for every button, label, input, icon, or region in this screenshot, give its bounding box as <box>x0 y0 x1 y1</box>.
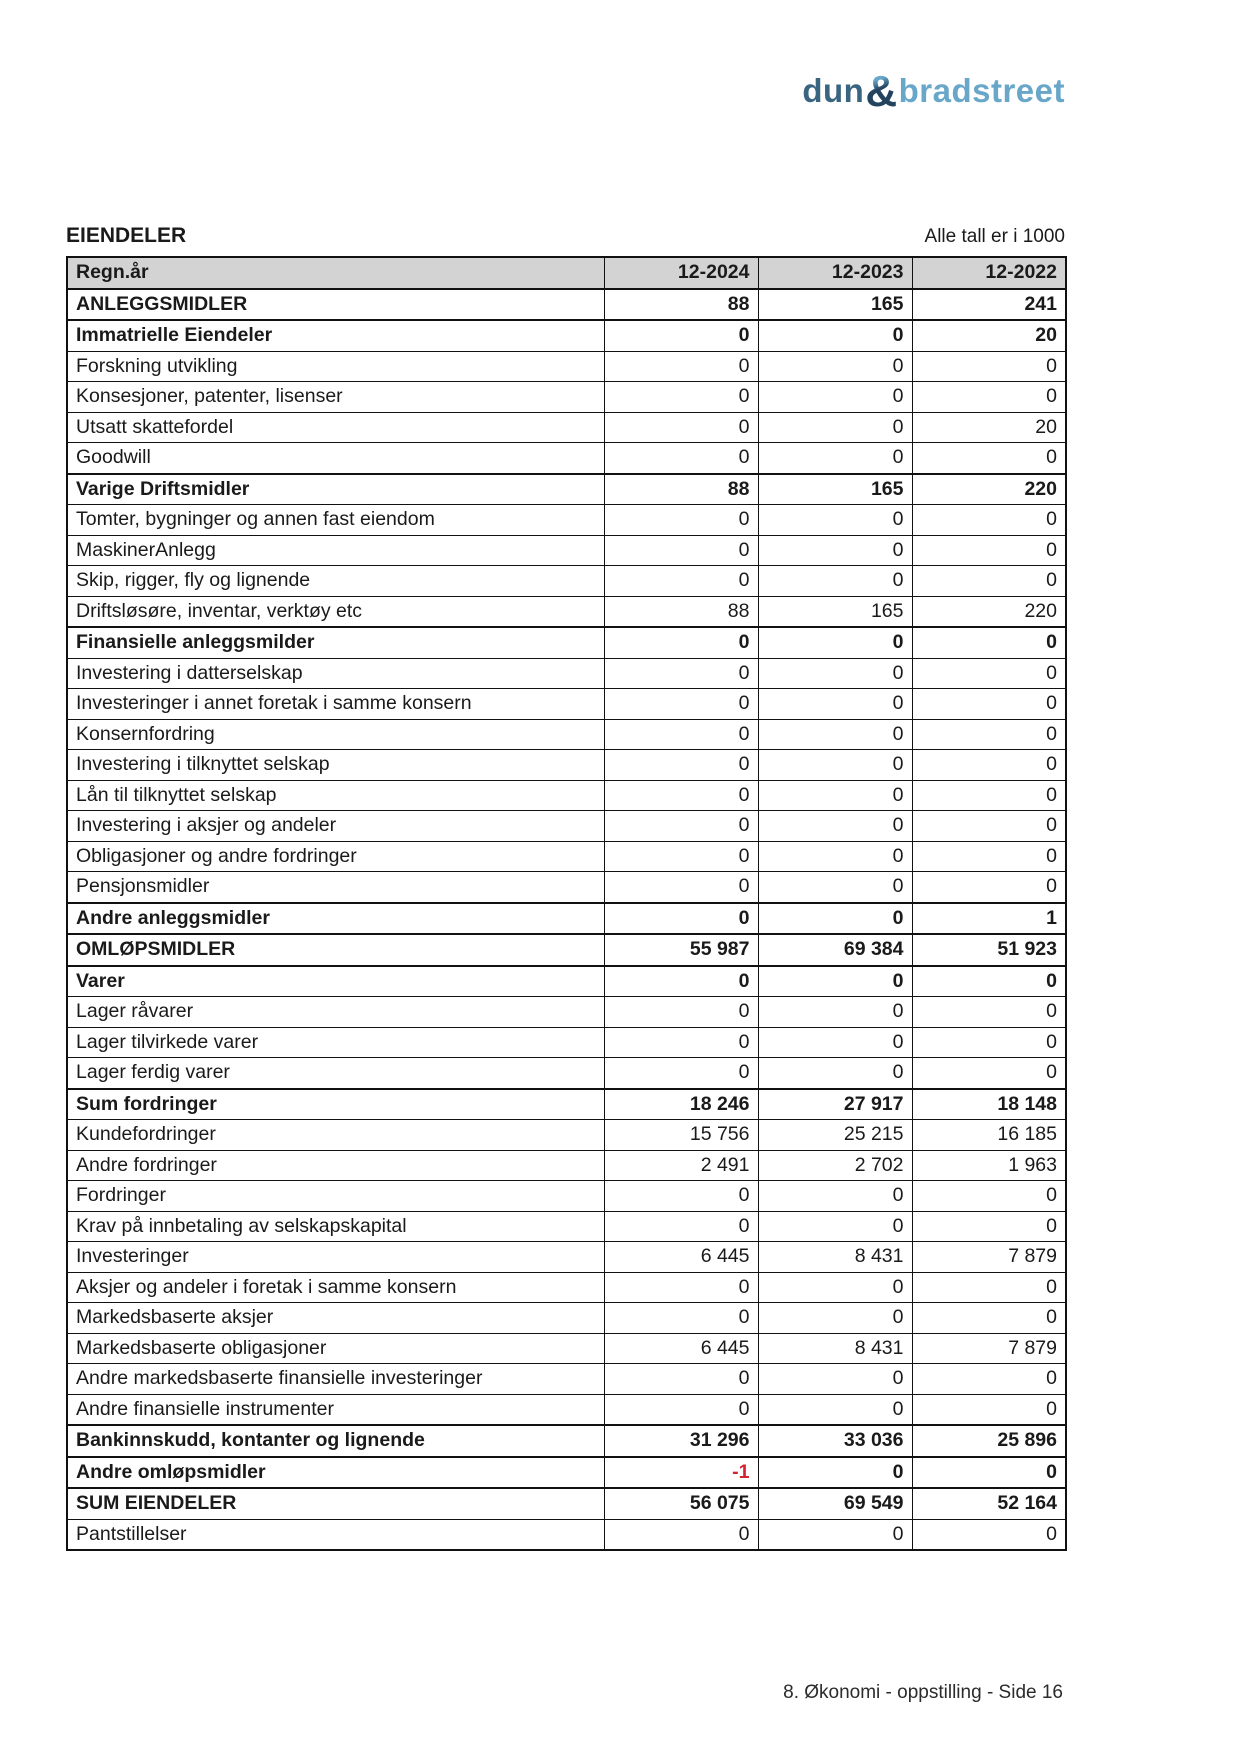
table-row <box>67 872 1066 903</box>
table-row <box>67 1457 1066 1489</box>
row-value: 0 <box>604 1364 758 1395</box>
row-value: 0 <box>912 1303 1066 1334</box>
row-value: 0 <box>604 535 758 566</box>
row-value: 1 963 <box>912 1150 1066 1181</box>
table-body <box>67 289 1066 1551</box>
row-label: Markedsbaserte aksjer <box>67 1303 604 1334</box>
row-value: 0 <box>758 841 912 872</box>
row-value: 0 <box>912 966 1066 997</box>
row-label: Pantstillelser <box>67 1519 604 1550</box>
row-value: 0 <box>912 658 1066 689</box>
row-value: 0 <box>758 443 912 474</box>
row-value: 0 <box>912 780 1066 811</box>
row-value: 0 <box>758 627 912 658</box>
row-label: Aksjer og andeler i foretak i samme konsern <box>67 1272 604 1303</box>
table-row <box>67 1272 1066 1303</box>
row-value: 0 <box>912 872 1066 903</box>
row-label: Krav på innbetaling av selskapskapital <box>67 1211 604 1242</box>
row-value: 0 <box>758 1457 912 1489</box>
row-label: ANLEGGSMIDLER <box>67 289 604 321</box>
table-row <box>67 1425 1066 1457</box>
row-value: 241 <box>912 289 1066 321</box>
row-value: 0 <box>604 382 758 413</box>
row-value: 0 <box>912 1272 1066 1303</box>
table-row <box>67 903 1066 935</box>
row-value: 0 <box>912 1027 1066 1058</box>
table-row <box>67 1089 1066 1120</box>
table-row <box>67 443 1066 474</box>
table-row <box>67 1120 1066 1151</box>
row-value: 0 <box>604 1027 758 1058</box>
row-label: Kundefordringer <box>67 1120 604 1151</box>
row-label: Investering i aksjer og andeler <box>67 811 604 842</box>
row-value: 0 <box>758 535 912 566</box>
row-value: 0 <box>604 627 758 658</box>
row-value: 0 <box>604 719 758 750</box>
row-label: Konsernfordring <box>67 719 604 750</box>
row-value: 0 <box>758 320 912 351</box>
table-row <box>67 1150 1066 1181</box>
row-value: 0 <box>912 997 1066 1028</box>
table-row <box>67 658 1066 689</box>
table-row <box>67 627 1066 658</box>
table-row <box>67 1058 1066 1089</box>
row-value: 0 <box>758 1211 912 1242</box>
table-row <box>67 505 1066 536</box>
row-label: MaskinerAnlegg <box>67 535 604 566</box>
row-value: 0 <box>912 1181 1066 1212</box>
row-value: 0 <box>912 566 1066 597</box>
row-label: Andre markedsbaserte finansielle investeringer <box>67 1364 604 1395</box>
row-value: 0 <box>604 412 758 443</box>
row-value: 0 <box>758 719 912 750</box>
row-value: 7 879 <box>912 1242 1066 1273</box>
table-row <box>67 1027 1066 1058</box>
table-row <box>67 689 1066 720</box>
row-value: 0 <box>604 566 758 597</box>
row-label: Investering i datterselskap <box>67 658 604 689</box>
row-value: 88 <box>604 289 758 321</box>
row-value: 0 <box>912 505 1066 536</box>
table-row <box>67 841 1066 872</box>
row-value: 0 <box>912 1457 1066 1489</box>
row-label: SUM EIENDELER <box>67 1488 604 1519</box>
row-label: Bankinnskudd, kontanter og lignende <box>67 1425 604 1457</box>
row-value: 0 <box>912 443 1066 474</box>
row-value: 25 896 <box>912 1425 1066 1457</box>
row-value: 0 <box>912 535 1066 566</box>
row-value: 0 <box>758 1272 912 1303</box>
row-label: Sum fordringer <box>67 1089 604 1120</box>
dun-bradstreet-logo <box>802 67 1065 116</box>
row-value: 6 445 <box>604 1242 758 1273</box>
row-value: 165 <box>758 474 912 505</box>
row-value: 220 <box>912 596 1066 627</box>
table-wrap <box>66 256 1065 1551</box>
row-value: 2 491 <box>604 1150 758 1181</box>
row-value: 18 246 <box>604 1089 758 1120</box>
row-value: 16 185 <box>912 1120 1066 1151</box>
row-value: 0 <box>758 903 912 935</box>
row-value: 0 <box>758 780 912 811</box>
row-label: Andre fordringer <box>67 1150 604 1181</box>
row-label: Konsesjoner, patenter, lisenser <box>67 382 604 413</box>
row-value: 0 <box>604 811 758 842</box>
row-label: Skip, rigger, fly og lignende <box>67 566 604 597</box>
table-row <box>67 566 1066 597</box>
logo-ampersand-icon: & <box>865 67 898 116</box>
row-value: 0 <box>604 903 758 935</box>
row-label: Pensjonsmidler <box>67 872 604 903</box>
row-value: 69 384 <box>758 934 912 966</box>
row-label: Forskning utvikling <box>67 351 604 382</box>
row-label: Investeringer <box>67 1242 604 1273</box>
row-value: 0 <box>758 1058 912 1089</box>
row-label: Varer <box>67 966 604 997</box>
table-row <box>67 997 1066 1028</box>
table-row <box>67 535 1066 566</box>
table-row <box>67 289 1066 321</box>
row-value: 0 <box>758 1394 912 1425</box>
col-header-regnar: Regn.år <box>67 257 604 289</box>
table-row <box>67 1242 1066 1273</box>
row-value: 0 <box>758 658 912 689</box>
row-value: 88 <box>604 596 758 627</box>
row-value: 0 <box>758 505 912 536</box>
row-value: 0 <box>758 872 912 903</box>
row-label: Investering i tilknyttet selskap <box>67 750 604 781</box>
table-row <box>67 382 1066 413</box>
row-value: 51 923 <box>912 934 1066 966</box>
table-row <box>67 1394 1066 1425</box>
row-value: 0 <box>604 1519 758 1550</box>
row-value: 88 <box>604 474 758 505</box>
row-value: 0 <box>758 1181 912 1212</box>
row-value: 165 <box>758 596 912 627</box>
table-row <box>67 412 1066 443</box>
row-value: 220 <box>912 474 1066 505</box>
row-value: 7 879 <box>912 1333 1066 1364</box>
row-label: Markedsbaserte obligasjoner <box>67 1333 604 1364</box>
row-value: 0 <box>758 382 912 413</box>
row-label: Utsatt skattefordel <box>67 412 604 443</box>
row-label: Driftsløsøre, inventar, verktøy etc <box>67 596 604 627</box>
table-row <box>67 1488 1066 1519</box>
row-value: 0 <box>912 627 1066 658</box>
row-label: Investeringer i annet foretak i samme konsern <box>67 689 604 720</box>
table-row <box>67 474 1066 505</box>
table-row <box>67 1364 1066 1395</box>
row-value: 0 <box>604 1394 758 1425</box>
logo-bradstreet-text: bradstreet <box>898 72 1065 109</box>
row-value: 0 <box>758 750 912 781</box>
row-value: 0 <box>758 566 912 597</box>
row-value: 0 <box>604 689 758 720</box>
row-value: 0 <box>758 1303 912 1334</box>
row-value: 0 <box>912 689 1066 720</box>
row-label: Lager tilvirkede varer <box>67 1027 604 1058</box>
row-value: 0 <box>604 1303 758 1334</box>
row-value: 0 <box>604 841 758 872</box>
units-note: Alle tall er i 1000 <box>924 226 1065 247</box>
section-title: EIENDELER <box>66 224 187 247</box>
row-value: 0 <box>758 689 912 720</box>
row-value: 0 <box>758 1027 912 1058</box>
row-value: -1 <box>604 1457 758 1489</box>
row-value: 31 296 <box>604 1425 758 1457</box>
row-value: 52 164 <box>912 1488 1066 1519</box>
row-label: Lån til tilknyttet selskap <box>67 780 604 811</box>
row-label: Lager råvarer <box>67 997 604 1028</box>
row-value: 0 <box>758 997 912 1028</box>
table-header-row <box>67 257 1066 289</box>
row-value: 0 <box>912 750 1066 781</box>
row-value: 8 431 <box>758 1333 912 1364</box>
row-value: 20 <box>912 412 1066 443</box>
row-value: 25 215 <box>758 1120 912 1151</box>
row-value: 55 987 <box>604 934 758 966</box>
row-value: 6 445 <box>604 1333 758 1364</box>
logo-dun-text: dun <box>802 72 865 109</box>
table-row <box>67 1519 1066 1550</box>
table-row <box>67 1333 1066 1364</box>
table-row <box>67 966 1066 997</box>
row-value: 2 702 <box>758 1150 912 1181</box>
table-row <box>67 780 1066 811</box>
table-row <box>67 750 1066 781</box>
title-row <box>66 224 1065 248</box>
row-value: 0 <box>604 750 758 781</box>
row-value: 0 <box>758 412 912 443</box>
row-label: Andre anleggsmidler <box>67 903 604 935</box>
row-value: 0 <box>912 1519 1066 1550</box>
row-value: 0 <box>912 1364 1066 1395</box>
row-value: 0 <box>912 1058 1066 1089</box>
row-value: 0 <box>758 1364 912 1395</box>
row-value: 0 <box>604 443 758 474</box>
row-label: Immatrielle Eiendeler <box>67 320 604 351</box>
row-label: Obligasjoner og andre fordringer <box>67 841 604 872</box>
page-footer: 8. Økonomi - oppstilling - Side 16 <box>783 1682 1063 1703</box>
row-value: 0 <box>604 505 758 536</box>
row-value: 0 <box>604 1272 758 1303</box>
row-value: 18 148 <box>912 1089 1066 1120</box>
table-row <box>67 320 1066 351</box>
row-value: 0 <box>604 658 758 689</box>
table-row <box>67 351 1066 382</box>
table-row <box>67 596 1066 627</box>
row-label: Goodwill <box>67 443 604 474</box>
row-value: 8 431 <box>758 1242 912 1273</box>
row-value: 0 <box>912 351 1066 382</box>
col-header-year-2023: 12-2023 <box>758 257 912 289</box>
row-value: 1 <box>912 903 1066 935</box>
table-row <box>67 1181 1066 1212</box>
row-value: 0 <box>604 780 758 811</box>
col-header-year-2022: 12-2022 <box>912 257 1066 289</box>
row-value: 0 <box>912 811 1066 842</box>
row-value: 0 <box>912 719 1066 750</box>
row-value: 56 075 <box>604 1488 758 1519</box>
row-value: 0 <box>912 382 1066 413</box>
row-value: 0 <box>604 966 758 997</box>
row-value: 0 <box>604 872 758 903</box>
row-value: 0 <box>604 351 758 382</box>
row-label: Finansielle anleggsmilder <box>67 627 604 658</box>
row-value: 0 <box>604 1181 758 1212</box>
row-value: 15 756 <box>604 1120 758 1151</box>
row-value: 0 <box>758 351 912 382</box>
row-value: 0 <box>604 1058 758 1089</box>
row-value: 0 <box>758 811 912 842</box>
row-value: 165 <box>758 289 912 321</box>
table-row <box>67 811 1066 842</box>
row-value: 69 549 <box>758 1488 912 1519</box>
row-label: Andre omløpsmidler <box>67 1457 604 1489</box>
row-value: 0 <box>604 320 758 351</box>
row-value: 0 <box>758 966 912 997</box>
table-row <box>67 719 1066 750</box>
row-label: Andre finansielle instrumenter <box>67 1394 604 1425</box>
balance-sheet-table <box>66 256 1067 1551</box>
row-value: 33 036 <box>758 1425 912 1457</box>
row-label: Varige Driftsmidler <box>67 474 604 505</box>
row-value: 27 917 <box>758 1089 912 1120</box>
row-label: Lager ferdig varer <box>67 1058 604 1089</box>
row-label: OMLØPSMIDLER <box>67 934 604 966</box>
row-value: 0 <box>758 1519 912 1550</box>
row-value: 0 <box>604 1211 758 1242</box>
row-label: Tomter, bygninger og annen fast eiendom <box>67 505 604 536</box>
table-row <box>67 1303 1066 1334</box>
row-value: 0 <box>912 841 1066 872</box>
row-value: 0 <box>912 1211 1066 1242</box>
row-value: 20 <box>912 320 1066 351</box>
table-row <box>67 1211 1066 1242</box>
table-row <box>67 934 1066 966</box>
row-value: 0 <box>912 1394 1066 1425</box>
row-value: 0 <box>604 997 758 1028</box>
row-label: Fordringer <box>67 1181 604 1212</box>
col-header-year-2024: 12-2024 <box>604 257 758 289</box>
